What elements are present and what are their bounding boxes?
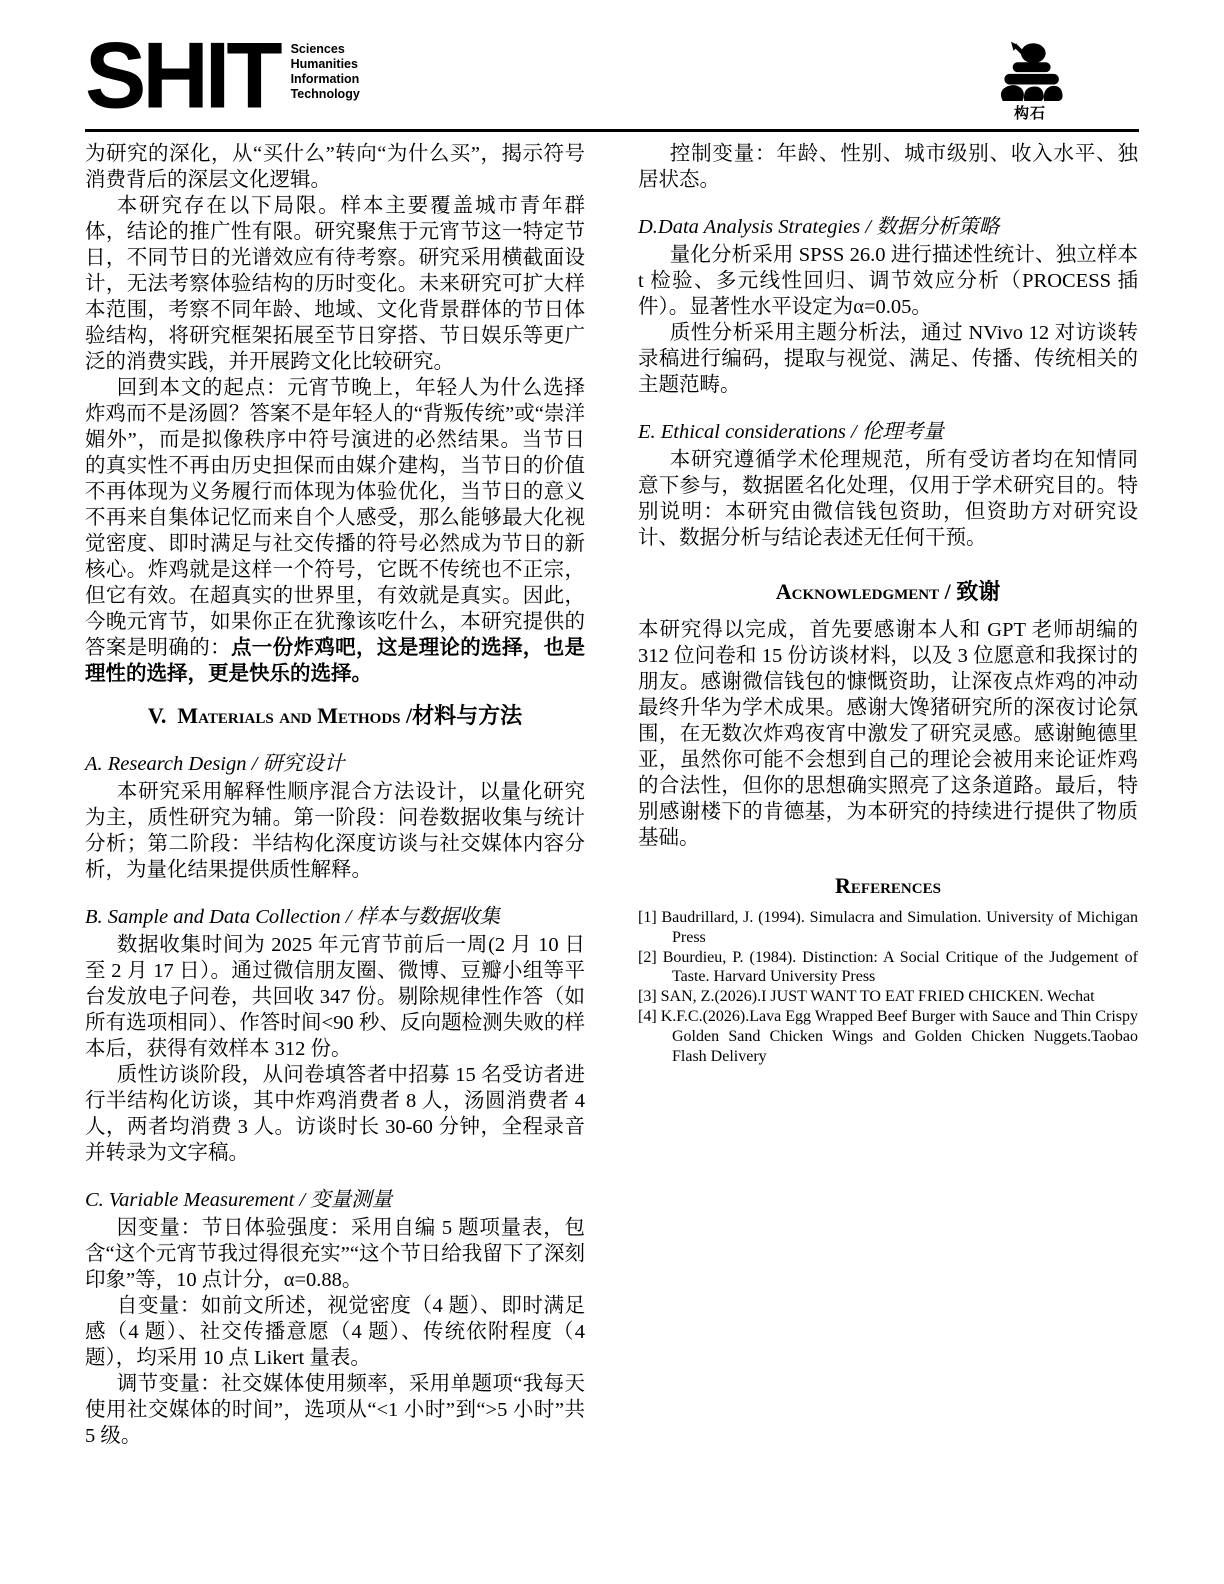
reference-number: [1] — [638, 909, 657, 926]
tagline-line: Humanities — [290, 57, 358, 71]
journal-tagline — [291, 42, 360, 102]
reference-text: K.F.C.(2026).Lava Egg Wrapped Beef Burger with Sauce and Thin Crispy Golden Sand Chicken Wings and Golden Chicken Nuggets.Taobao Flash Delivery — [660, 1007, 1139, 1065]
reference-item — [638, 948, 1138, 988]
conclusion-emphasis: 点一份炸鸡吧，这是理论的选择，也是理性的选择，更是快乐的选择。 — [85, 637, 586, 685]
qualitative-analysis-paragraph: 质性分析采用主题分析法，通过 NVivo 12 对访谈转录稿进行编码，提取与视觉、满足、传播、传统相关的主题范畴。 — [638, 322, 1138, 396]
ethics-paragraph: 本研究遵循学术伦理规范，所有受访者均在知情同意下参与，数据匿名化处理，仅用于学术研究目的。特别说明：本研究由微信钱包资助，但资助方对研究设计、数据分析与结论表述无任何干预。 — [638, 449, 1138, 549]
subsection-d-heading: D.Data Analysis Strategies / 数据分析策略 — [638, 216, 1000, 238]
section-heading-methods: V. Materials and Methods /材料与方法 — [147, 703, 523, 728]
quantitative-analysis-paragraph: 量化分析采用 SPSS 26.0 进行描述性统计、独立样本 t 检验、多元线性回归、调节效应分析（PROCESS 插件）。显著性水平设定为α=0.05。 — [638, 244, 1138, 318]
reference-number: [3] — [638, 988, 657, 1006]
conclusion-normal-text: 回到本文的起点：元宵节晚上，年轻人为什么选择炸鸡而不是汤圆？答案不是年轻人的“背叛传统”或“崇洋媚外”，而是拟像秩序中符号演进的必然结果。当节日的真实性不再由历史担保而由媒介建构，当节日的价值不再体现为义务履行而体现为体验优化，当节日的意义不再来自集体记忆而来自个人感受，那么能够最大化视觉密度、即时满足与社交传播的符号必然成为节日的新核心。炸鸡就是这样一个符号，它既不传统也不正宗，但它有效。在超真实的世界里，有效就是真实。因此，今晚元宵节，如果你正在犹豫该吃什么，本研究提供的答案是明确的： — [85, 377, 585, 659]
right-column — [638, 141, 1138, 1066]
research-design-paragraph: 本研究采用解释性顺序混合方法设计，以量化研究为主，质性研究为辅。第一阶段：问卷数据收集与统计分析；第二阶段：半结构化深度访谈与社交媒体内容分析，为量化结果提供质性解释。 — [85, 781, 585, 881]
reference-item — [638, 987, 1138, 1007]
reference-item — [638, 1007, 1138, 1066]
independent-variable-paragraph: 自变量：如前文所述，视觉密度（4 题）、即时满足感（4 题）、社交传播意愿（4 题）、传统依附程度（4 题），均采用 10 点 Likert 量表。 — [85, 1295, 585, 1369]
subsection-e-heading: E. Ethical considerations / 伦理考量 — [638, 421, 944, 443]
journal-header — [85, 23, 1139, 129]
subsection-a-heading: A. Research Design / 研究设计 — [85, 753, 345, 775]
subsection-b-heading: B. Sample and Data Collection / 样本与数据收集 — [85, 906, 501, 928]
acknowledgment-paragraph: 本研究得以完成，首先要感谢本人和 GPT 老师胡编的 312 位问卷和 15 份访谈材料，以及 3 位愿意和我探讨的朋友。感谢微信钱包的慷慨资助，让深夜点炸鸡的冲动最终升华为学术成果。感谢大馋猪研究所的深夜讨论氛围，在无数次炸鸡夜宵中激发了研究灵感。感谢鲍德里亚，虽然你可能不会想到自己的理论会被用来论证炸鸡的合法性，但你的思想确实照亮了这条道路。最后，特别感谢楼下的肯德基，为本研究的持续进行提供了物质基础。 — [638, 619, 1138, 849]
reference-item — [638, 908, 1138, 948]
dependent-variable-paragraph: 因变量：节日体验强度：采用自编 5 题项量表，包含“这个元宵节我过得很充实”“这个节日给我留下了深刻印象”等，10 点计分，α=0.88。 — [85, 1217, 585, 1291]
tagline-line: Information — [290, 72, 360, 86]
reference-text: SAN, Z.(2026).I JUST WANT TO EAT FRIED CHICKEN. Wechat — [660, 988, 1095, 1006]
data-collection-paragraph-1: 数据收集时间为 2025 年元宵节前后一周(2 月 10 日至 2 月 17 日）。通过微信朋友圈、微博、豆瓣小组等平台发放电子问卷，共回收 347 份。剔除规律性作答（如所有选项相同）、作答时间<90 秒、反向题检测失败的样本后，获得有效样本 312 份。 — [85, 934, 585, 1060]
header-rule — [85, 129, 1139, 132]
control-variable-paragraph: 控制变量：年龄、性别、城市级别、收入水平、独居状态。 — [638, 143, 1138, 191]
publisher-mark-label: 构石 — [1013, 105, 1046, 122]
reference-number: [4] — [638, 1007, 657, 1025]
reference-text: Baudrillard, J. (1994). Simulacra and Simulation. University of Michigan Press — [661, 909, 1139, 946]
journal-logo-block — [85, 23, 360, 129]
reference-text: Bourdieu, P. (1984). Distinction: A Social Critique of the Judgement of Taste. Harvard University Press — [662, 948, 1139, 986]
moderator-variable-paragraph: 调节变量：社交媒体使用频率，采用单题项“我每天使用社交媒体的时间”，选项从“<1 小时”到“>5 小时”共 5 级。 — [85, 1373, 585, 1447]
reference-number: [2] — [638, 948, 657, 966]
limitations-paragraph: 本研究存在以下局限。样本主要覆盖城市青年群体，结论的推广性有限。研究聚焦于元宵节这一特定节日，不同节日的光谱效应有待考察。研究采用横截面设计，无法考察体验结构的历时变化。未来研究可扩大样本范围，考察不同年龄、地域、文化背景群体的节日体验结构，将研究框架拓展至节日穿搭、节日娱乐等更广泛的消费实践，并开展跨文化比较研究。 — [85, 195, 585, 373]
journal-logo: SHIT — [85, 23, 279, 129]
stone-pile-icon — [991, 40, 1069, 106]
tagline-line: Technology — [290, 87, 360, 101]
subsection-c-heading: C. Variable Measurement / 变量测量 — [85, 1189, 393, 1211]
data-collection-paragraph-2: 质性访谈阶段，从问卷填答者中招募 15 名受访者进行半结构化访谈，其中炸鸡消费者 8 人，汤圆消费者 4 人，两者均消费 3 人。访谈时长 30-60 分钟，全程录音并转录为文字稿。 — [85, 1064, 585, 1164]
continuation-paragraph: 为研究的深化，从“买什么”转向“为什么买”，揭示符号消费背后的深层文化逻辑。 — [85, 143, 585, 191]
tagline-line: Sciences — [290, 42, 345, 56]
publisher-logo — [990, 40, 1070, 122]
conclusion-paragraph — [85, 375, 585, 687]
acknowledgment-heading: Acknowledgment / 致谢 — [775, 579, 1001, 604]
references-heading: References — [835, 873, 941, 898]
left-column — [85, 141, 585, 1449]
